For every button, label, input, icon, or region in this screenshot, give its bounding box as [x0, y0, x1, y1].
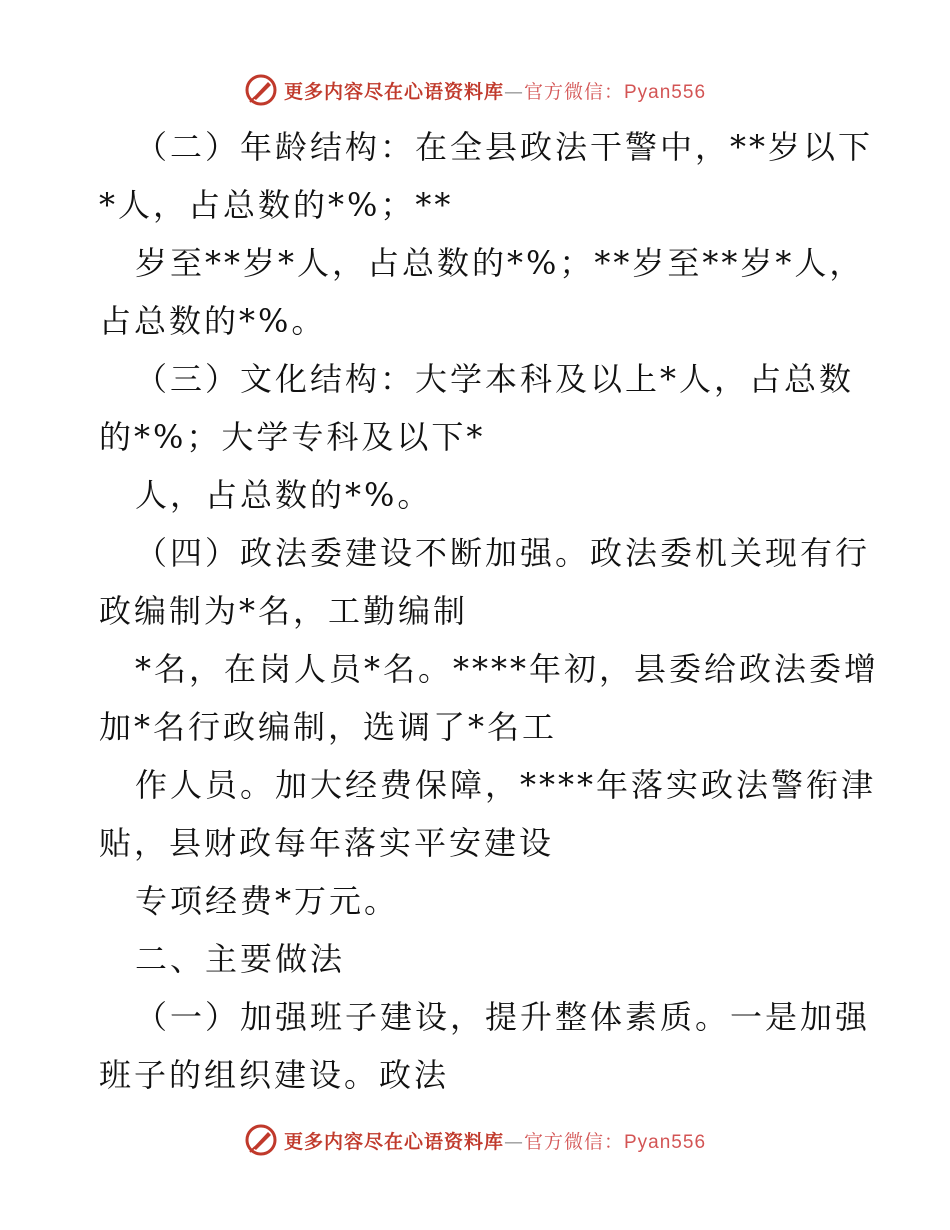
- banner-separator: —: [503, 1130, 524, 1153]
- text-line: 班子的组织建设。政法: [99, 1056, 450, 1094]
- text-line: *人，占总数的*%；**: [99, 186, 454, 224]
- text-line: 岁至**岁*人，占总数的*%；**岁至**岁*人，: [135, 244, 865, 282]
- banner-wechat-id: Pyan556: [624, 1131, 707, 1153]
- text-line: 人，占总数的*%。: [135, 476, 433, 514]
- text-line: 的*%；大学专科及以下*: [99, 418, 486, 456]
- quill-logo-icon: [244, 73, 278, 107]
- text-line: 贴，县财政每年落实平安建设: [99, 824, 555, 862]
- text-line: （四）政法委建设不断加强。政法委机关现有行: [135, 534, 871, 572]
- banner-text: [284, 1127, 706, 1154]
- banner-separator: —: [503, 80, 524, 103]
- footer-banner: [0, 1122, 950, 1158]
- banner-text: [284, 77, 706, 104]
- quill-logo-icon: [244, 1123, 278, 1157]
- banner-wechat-label: 官方微信：: [523, 1130, 624, 1153]
- text-line: 加*名行政编制，选调了*名工: [99, 708, 558, 746]
- banner-wechat-label: 官方微信：: [523, 80, 624, 103]
- banner-brand: 更多内容尽在心语资料库: [283, 1130, 504, 1153]
- text-line: （一）加强班子建设，提升整体素质。一是加强: [135, 998, 871, 1036]
- document-body: [99, 118, 880, 1104]
- text-line: 作人员。加大经费保障，****年落实政法警衔津: [135, 766, 877, 804]
- text-line: （二）年龄结构：在全县政法干警中，**岁以下: [135, 128, 874, 166]
- text-line: 政编制为*名，工勤编制: [99, 592, 469, 630]
- text-line: （三）文化结构：大学本科及以上*人，占总数: [135, 360, 855, 398]
- banner-brand: 更多内容尽在心语资料库: [283, 80, 504, 103]
- text-line: 专项经费*万元。: [135, 882, 400, 920]
- header-banner: [0, 72, 950, 108]
- section-heading: 二、主要做法: [135, 940, 346, 978]
- text-line: *名，在岗人员*名。****年初，县委给政法委增: [135, 650, 880, 688]
- text-line: 占总数的*%。: [99, 302, 327, 340]
- banner-wechat-id: Pyan556: [624, 81, 707, 103]
